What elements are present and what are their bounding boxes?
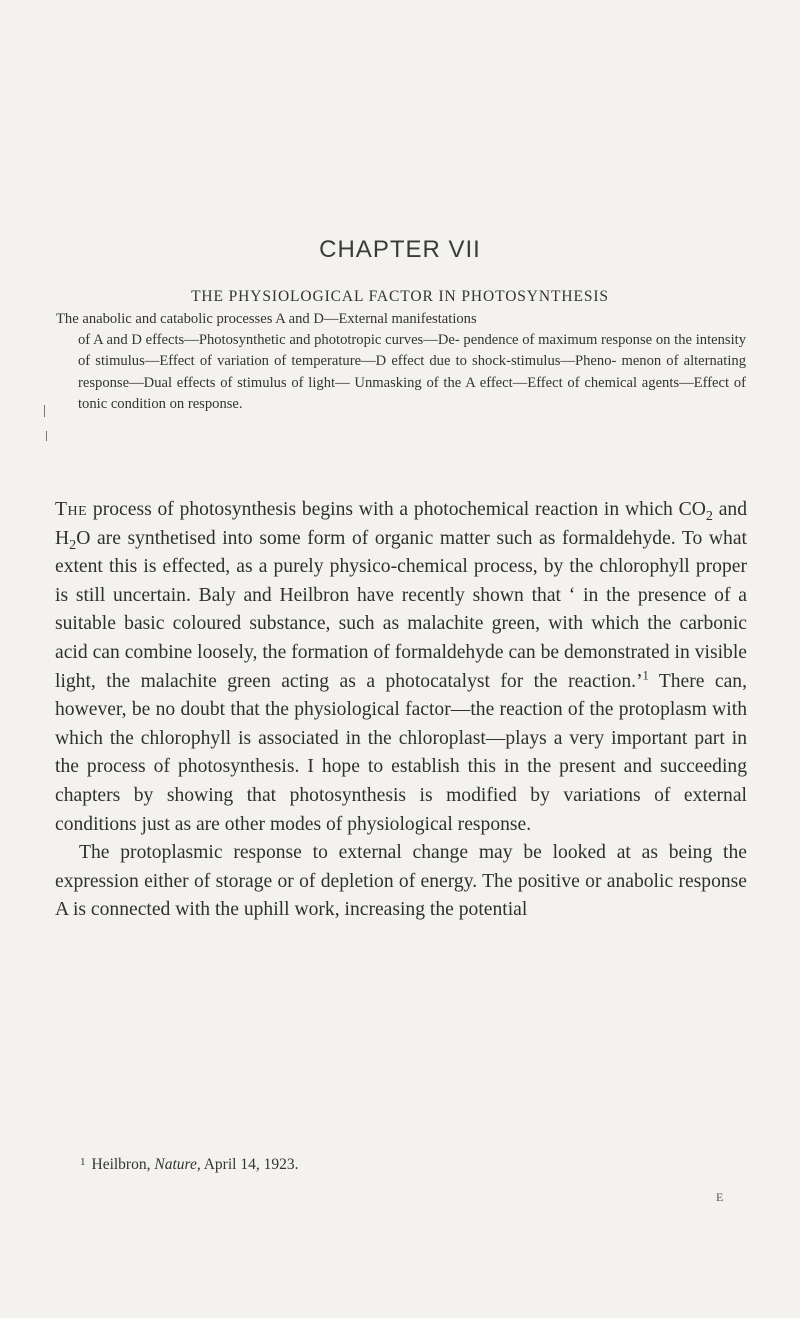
subscript: 2 xyxy=(69,536,77,553)
footnote xyxy=(80,1156,680,1174)
text-run: There can, however, be no doubt that the physiological factor—the reaction of the protoplasm with which the chlorophyll is associated in the chloroplast—plays a very important part in the process of photosynthesis. I hope to establish this in the present and succeeding chapters by showing that photosynthesis is modified by variations of external conditions just as are other modes of physiological response. xyxy=(55,670,747,835)
footnote-author: Heilbron, xyxy=(91,1156,155,1173)
footnote-marker: 1 xyxy=(642,668,649,683)
margin-mark xyxy=(44,405,45,417)
subscript: 2 xyxy=(705,507,713,524)
body-text xyxy=(55,496,747,925)
paragraph: The protoplasmic response to external change may be looked at as being the expression either of storage or of depletion of energy. The positive or anabolic response A is connected with the uphill work, increasing the potential xyxy=(55,842,747,921)
chapter-title: THE PHYSIOLOGICAL FACTOR IN PHOTOSYNTHESIS xyxy=(191,288,609,305)
footnote-detail: , April 14, 1923. xyxy=(196,1156,299,1173)
text-run: process of photosynthesis begins with a photochemical reaction in which CO xyxy=(87,499,706,520)
margin-mark xyxy=(46,431,47,441)
paragraph xyxy=(55,496,747,839)
chapter-heading: CHAPTER VII xyxy=(319,236,481,263)
chapter-synopsis xyxy=(56,309,746,415)
signature-mark: E xyxy=(716,1190,724,1204)
synopsis-first-line: The anabolic and catabolic processes A and D—External manifestations xyxy=(56,311,477,327)
synopsis-continuation: of A and D effects—Photosynthetic and phototropic curves—De- pendence of maximum response on the intensity of stimulus—Effect of variation of temperature—D effect due to shock-stimulus—Pheno- menon of alternating response—Dual effects of stimulus of light— Unmasking of the A effect—Effect of chemical agents—Effect of tonic condition on response. xyxy=(78,332,746,412)
text-run: and H xyxy=(55,499,747,549)
text-run: O are synthetised into some form of organic matter such as formaldehyde. To what extent this is effected, as a purely physico-chemical process, by the chlorophyll proper is still uncertain. Baly and Heilbron have recently shown that ‘ in the presence of a suitable basic coloured substance, such as malachite green, with which the carbonic acid can combine loosely, the formation of formaldehyde can be demonstrated in visible light, the malachite green acting as a photocatalyst for the reaction.’ xyxy=(55,527,747,692)
opening-word: The xyxy=(55,499,88,520)
footnote-number: 1 xyxy=(80,1156,86,1168)
footnote-journal: Nature xyxy=(154,1156,197,1173)
